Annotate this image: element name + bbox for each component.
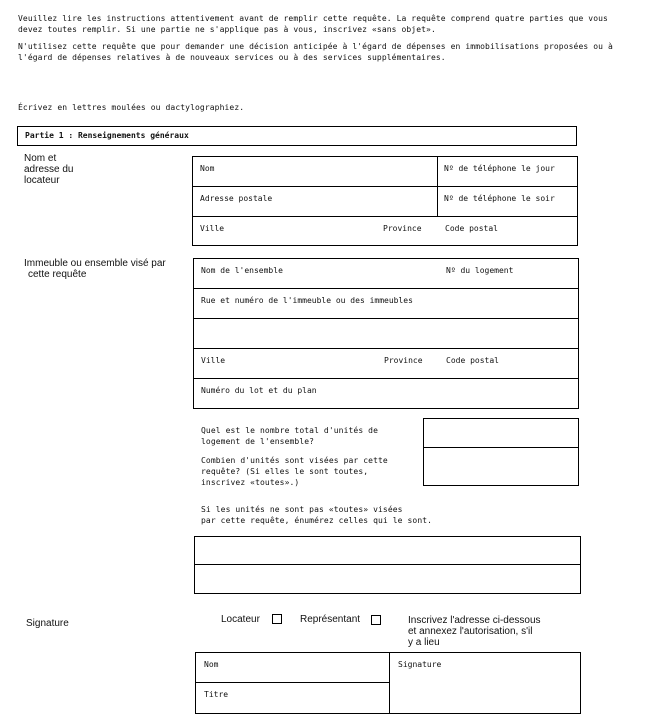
- landlord-heading-line: locateur: [24, 175, 60, 186]
- intro-line-3: N'utilisez cette requête que pour demander une décision anticipée à l'égard de dépenses en immobilisations proposées ou à: [18, 42, 613, 51]
- signature-box: [195, 652, 581, 714]
- landlord-name-label: Nom: [200, 164, 215, 173]
- units-covered-question-line: inscrivez «toutes».): [201, 478, 300, 487]
- complex-name-field[interactable]: [194, 259, 578, 288]
- building-city-label: Ville: [201, 356, 226, 365]
- signature-heading: Signature: [26, 618, 69, 629]
- landlord-option-label: Locateur: [221, 614, 260, 625]
- landlord-heading-line: Nom et: [24, 153, 57, 164]
- complex-name-label: Nom de l'ensemble: [201, 266, 283, 275]
- signer-title-field[interactable]: [196, 683, 389, 713]
- landlord-heading: [24, 153, 73, 186]
- part1-header: [17, 126, 577, 146]
- building-heading: [24, 258, 166, 280]
- street-field[interactable]: [194, 289, 578, 348]
- landlord-city-label: Ville: [200, 224, 225, 233]
- landlord-phone-day-label: Nº de téléphone le jour: [444, 164, 555, 173]
- landlord-fields: [192, 156, 578, 246]
- intro-line-1: Veuillez lire les instructions attentivement avant de remplir cette requête. La requête comprend quatre parties que vous: [18, 14, 608, 23]
- landlord-address-field[interactable]: [193, 187, 437, 216]
- lot-plan-field[interactable]: [194, 379, 578, 408]
- building-city-field[interactable]: [194, 349, 578, 378]
- landlord-checkbox[interactable]: [272, 614, 282, 624]
- units-total-field[interactable]: [424, 419, 578, 447]
- part1-title: Partie 1 : Renseignements généraux: [25, 131, 189, 140]
- building-province-label: Province: [384, 356, 423, 365]
- units-list-box: [194, 536, 581, 594]
- landlord-phone-evening-label: Nº de téléphone le soir: [444, 194, 555, 203]
- units-total-question: [201, 425, 378, 447]
- intro-line-2: devez toutes remplir. Si une partie ne s'applique pas à vous, inscrivez «sans objet».: [18, 25, 436, 34]
- units-total-question-line: logement de l'ensemble?: [201, 437, 315, 446]
- representative-checkbox[interactable]: [371, 615, 381, 625]
- intro-line-4: l'égard de dépenses relatives à de nouveaux services ou à des services supplémentaires.: [18, 53, 446, 62]
- signer-name-field[interactable]: [196, 653, 389, 682]
- units-list-field-1[interactable]: [195, 537, 580, 564]
- units-covered-question-line: requête? (Si elles le sont toutes,: [201, 467, 369, 476]
- units-list-question: [201, 504, 432, 526]
- units-total-question-line: Quel est le nombre total d'unités de: [201, 426, 378, 435]
- units-covered-question-line: Combien d'unités sont visées par cette: [201, 456, 388, 465]
- signature-label: Signature: [398, 660, 442, 669]
- representative-note-line: Inscrivez l'adresse ci-dessous: [408, 615, 541, 626]
- building-heading-line: Immeuble ou ensemble visé par: [24, 258, 166, 269]
- units-list-question-line: Si les unités ne sont pas «toutes» visées: [201, 505, 403, 514]
- building-postal-label: Code postal: [446, 356, 499, 365]
- units-answer-box: [423, 418, 579, 486]
- units-list-field-2[interactable]: [195, 565, 580, 593]
- landlord-postal-label: Code postal: [445, 224, 498, 233]
- unit-number-label: Nº du logement: [446, 266, 514, 275]
- signer-title-label: Titre: [204, 690, 229, 699]
- landlord-heading-line: adresse du: [24, 164, 74, 175]
- units-list-question-line: par cette requête, énumérez celles qui le sont.: [201, 516, 433, 525]
- print-instruction: Écrivez en lettres moulées ou dactylographiez.: [18, 103, 245, 112]
- units-covered-field[interactable]: [424, 448, 578, 485]
- signer-name-label: Nom: [204, 660, 219, 669]
- representative-note-line: et annexez l'autorisation, s'il: [408, 626, 533, 637]
- landlord-name-field[interactable]: [193, 157, 437, 186]
- intro-text: [18, 13, 648, 63]
- building-fields: [193, 258, 579, 409]
- landlord-address-label: Adresse postale: [200, 194, 273, 203]
- signature-field[interactable]: [390, 653, 580, 713]
- building-heading-line: cette requête: [28, 269, 87, 280]
- landlord-phone-evening-field[interactable]: [438, 187, 577, 216]
- representative-option-label: Représentant: [300, 614, 361, 625]
- lot-plan-label: Numéro du lot et du plan: [201, 386, 317, 395]
- landlord-city-field[interactable]: [193, 217, 577, 245]
- units-covered-question: [201, 455, 388, 488]
- landlord-phone-day-field[interactable]: [438, 157, 577, 186]
- representative-note-line: y a lieu: [408, 637, 440, 648]
- street-label: Rue et numéro de l'immeuble ou des immeubles: [201, 296, 413, 305]
- landlord-province-label: Province: [383, 224, 422, 233]
- representative-note: [408, 615, 541, 648]
